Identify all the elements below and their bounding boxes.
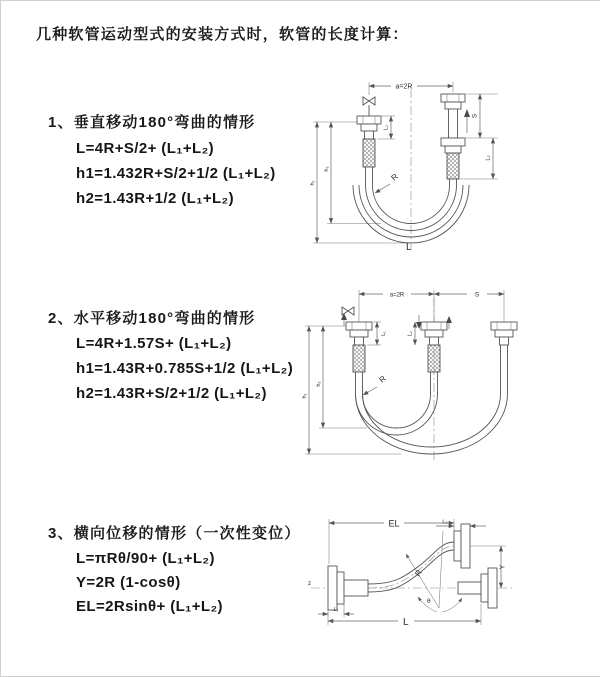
braided-hose-right [447,153,459,179]
left-flange-fitting [328,566,368,610]
dim-label-l2: L₂ [485,155,492,161]
section3-formula-L: L=πRθ/90+ (L₁+L₂) [76,550,215,567]
dim-label-l: L [403,617,409,628]
dim-label-a2r: a=2R [395,83,413,91]
right-flange-upper-position [441,94,465,138]
dim-label-r: R [413,568,424,579]
dim-label-h2: h₂ [324,166,330,172]
ghost-flange-original-position [458,568,497,608]
upper-flange-fitting [454,524,470,568]
dim-label-l2: L₂ [407,331,414,336]
diagram-horizontal-180-bend [301,284,561,469]
dim-label-l1: L₁ [383,125,390,130]
movement-arrow-up [464,109,470,133]
section2-formula-h2: h2=1.43R+S/2+1/2 (L₁+L₂) [76,385,267,402]
dim-label-r: R [389,171,400,183]
dim-label-l: L [406,242,412,253]
dim-label-theta: θ [427,598,431,605]
center-flange-fitting [421,322,447,345]
dim-label-h2: h₂ [316,381,322,387]
section1-formula-h1: h1=1.432R+S/2+1/2 (L₁+L₂) [76,165,276,182]
section2-heading: 2、水平移动180°弯曲的情形 [48,310,256,327]
dim-label-h1: h₁ [302,393,308,399]
dim-label-r: R [377,373,388,385]
page-title: 几种软管运动型式的安装方式时，软管的长度计算： [36,26,409,43]
section1-formula-L: L=4R+S/2+ (L₁+L₂) [76,140,215,157]
left-flange-fitting [346,322,372,345]
braided-hose-center [428,345,440,372]
section3-formula-Y: Y=2R (1-cosθ) [76,574,181,591]
dim-label-a2r: a=2R [389,292,405,299]
dim-label-s: S [474,291,480,299]
centerline-mark: z [308,581,311,587]
dim-label-l1: L₁ [333,607,339,613]
dim-label-el: EL [388,518,400,529]
dim-label-s: S [471,113,479,119]
braided-hose-left [353,345,365,372]
dim-label-h1: h₁ [310,180,316,186]
section1-formula-h2: h2=1.43R+1/2 (L₁+L₂) [76,190,235,207]
diagram-vertical-180-bend [301,71,551,261]
dim-label-y: Y [499,564,507,570]
left-flange-fitting [357,116,381,139]
right-flange-displaced-position [491,322,517,345]
section1-heading: 1、垂直移动180°弯曲的情形 [48,114,256,131]
valve-icon [363,97,375,105]
section3-heading: 3、横向位移的情形（一次性变位） [48,525,301,542]
right-flange-lower-position [441,138,465,153]
section3-formula-EL: EL=2Rsinθ+ (L₁+L₂) [76,598,223,615]
section2-formula-h1: h1=1.43R+0.785S+1/2 (L₁+L₂) [76,360,294,377]
section2-formula-L: L=4R+1.57S+ (L₁+L₂) [76,335,232,352]
diagram-lateral-displacement [306,504,586,644]
dim-label-l2: L₂ [442,519,448,526]
dim-label-l1: L₁ [381,331,387,336]
braided-hose-left [363,139,375,167]
